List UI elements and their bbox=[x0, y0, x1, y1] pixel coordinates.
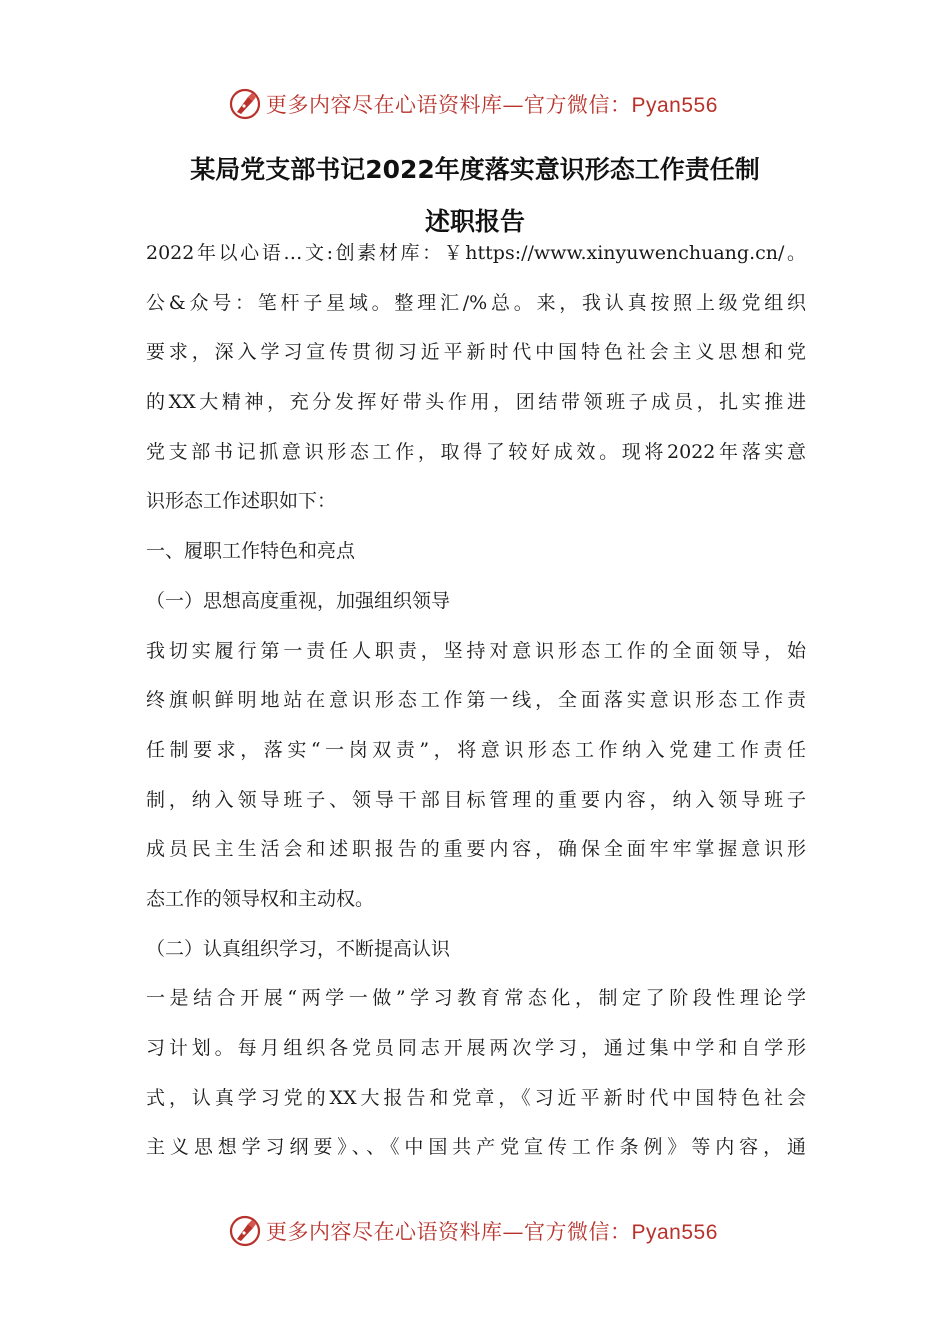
banner-dash: — bbox=[502, 93, 524, 117]
body-line: 式，认真学习党的XX大报告和党章，《习近平新时代中国特色社会 bbox=[146, 1086, 806, 1109]
body-line: 制，纳入领导班子、领导干部目标管理的重要内容，纳入领导班子 bbox=[146, 788, 806, 811]
body-line: 我切实履行第一责任人职责，坚持对意识形态工作的全面领导，始 bbox=[146, 639, 806, 662]
banner-wechat-id: Pyan556 bbox=[631, 94, 718, 117]
banner-content bbox=[228, 84, 718, 124]
body-line: 态工作的领导权和主动权。 bbox=[146, 887, 375, 910]
body-line: 党支部书记抓意识形态工作，取得了较好成效。现将2022年落实意 bbox=[146, 440, 806, 463]
banner-main-text: 更多内容尽在心语资料库 bbox=[266, 93, 503, 117]
banner-official-label: 官方微信： bbox=[524, 1220, 632, 1244]
body-line: 的XX大精神，充分发挥好带头作用，团结带领班子成员，扎实推进 bbox=[146, 391, 806, 414]
body-line: 公&众号：笔杆子星域。整理汇/%总。来，我认真按照上级党组织 bbox=[146, 291, 806, 314]
document-title-line1: 某局党支部书记2022年度落实意识形态工作责任制 bbox=[190, 155, 760, 184]
body-line: 2022年以心语…文:创素材库：￥https://www.xinyuwenchuang.cn/。 bbox=[146, 242, 806, 264]
section-heading: 一、履职工作特色和亮点 bbox=[146, 540, 356, 563]
header-banner bbox=[0, 84, 950, 124]
body-line: 任制要求，落实“一岗双责”，将意识形态工作纳入党建工作责任 bbox=[146, 738, 806, 761]
banner-main-text: 更多内容尽在心语资料库 bbox=[266, 1220, 503, 1244]
document-title-line2: 述职报告 bbox=[424, 207, 525, 236]
footer-banner bbox=[0, 1211, 950, 1251]
banner-dash: — bbox=[502, 1220, 524, 1244]
banner-wechat-id: Pyan556 bbox=[631, 1221, 718, 1244]
body-line: 习计划。每月组织各党员同志开展两次学习，通过集中学和自学形 bbox=[146, 1037, 806, 1059]
body-line: 成员民主生活会和述职报告的重要内容，确保全面牢牢掌握意识形 bbox=[146, 838, 806, 861]
banner-content bbox=[228, 1211, 718, 1251]
banner-official-label: 官方微信： bbox=[524, 93, 632, 117]
document-body bbox=[146, 229, 806, 1173]
pen-nib-logo-icon bbox=[228, 87, 262, 121]
body-line: 主义思想学习纲要》、、《中国共产党宣传工作条例》等内容，通 bbox=[146, 1136, 806, 1159]
banner-text bbox=[266, 89, 718, 119]
pen-nib-logo-icon bbox=[228, 1214, 262, 1248]
banner-text bbox=[266, 1216, 718, 1246]
body-line: 终旗帜鲜明地站在意识形态工作第一线，全面落实意识形态工作责 bbox=[146, 689, 806, 712]
subsection-heading: （一）思想高度重视，加强组织领导 bbox=[146, 589, 451, 612]
body-line: 识形态工作述职如下： bbox=[146, 490, 337, 513]
body-line: 一是结合开展“两学一做”学习教育常态化，制定了阶段性理论学 bbox=[146, 987, 806, 1010]
subsection-heading: （二）认真组织学习，不断提高认识 bbox=[146, 937, 451, 960]
body-line: 要求，深入学习宣传贯彻习近平新时代中国特色社会主义思想和党 bbox=[146, 341, 806, 364]
